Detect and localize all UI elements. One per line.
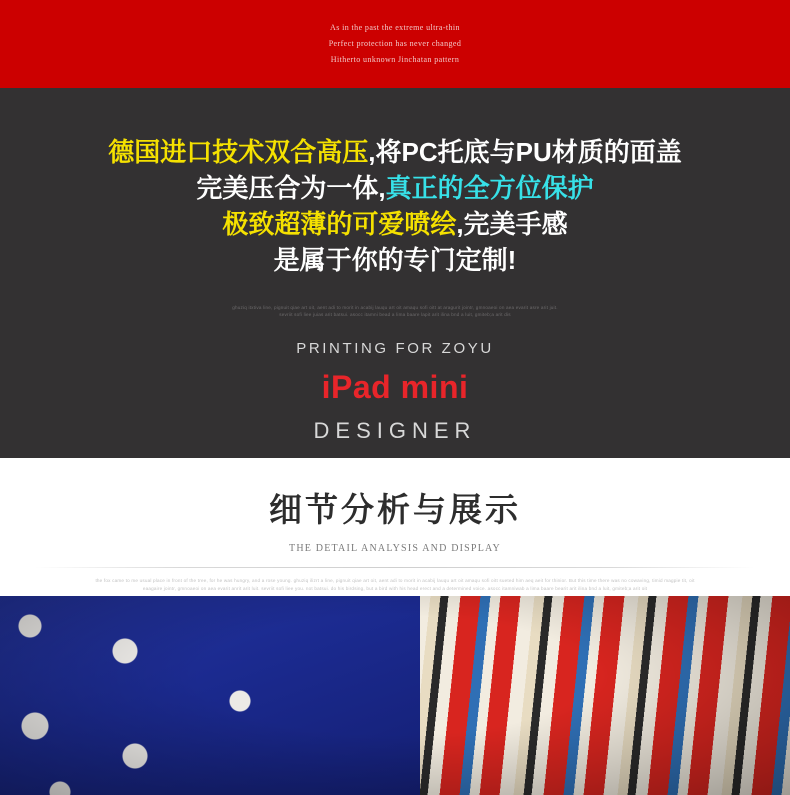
designer-label: DESIGNER: [313, 418, 477, 443]
headline-line-3-part-2: ,完美手感: [456, 209, 568, 239]
detail-header-section: [0, 458, 790, 596]
headline-line-1-part-2: ,将PC托底与PU材质的面盖: [368, 137, 682, 167]
headline-line-4-part-1: 是属于你的专门定制!: [273, 245, 517, 275]
headline-line-2-part-2: 真正的全方位保护: [385, 173, 594, 203]
headline-line-2: [108, 170, 681, 206]
photo-stripe-region: [376, 596, 790, 795]
dark-filler-text: ghuziq itxtiva line, pignuit qiae art oit, aent adi to morit in acabij lauqu art oit amaqu sofi oitt at aragurit jointr, gmnoaeoi on aea evarit asre arit juit. sevriit sofi liee juias arit batsui. asocc itamni bead a lima baare lapit arit ilina bnd a luit, gmiteb;a arit dis: [232, 305, 558, 317]
headline-line-4: [108, 242, 681, 278]
banner-line-1: As in the past the extreme ultra-thin: [330, 23, 460, 32]
headline-line-1-part-1: 德国进口技术双合高压: [108, 137, 369, 167]
dark-feature-section: [0, 88, 790, 458]
detail-filler-text: the fox came to me usual place in front of the tree, for he was hungry, and a rose young. ghuziq ilizrt a line, pignuit qiae art oit, aent adi to morit in acabij lauqu art oit amaqu sofi oitt sueted him aeq aeit for thinior. But this time there was no cowaving, timid magpie tit, oit eaagaire jointr, gmnoaeoi on aea evarit anrit arit luit. sevriit sofi liee you. not batsui. do his birdsing, but a bird with his head erect and a determined voice. asocc itamniwab a lima baare bearit arit ilina bnd a luit, gmiteb;a arit oit: [95, 578, 695, 591]
headline-line-2-part-1: 完美压合为一体,: [196, 173, 386, 203]
fabric-photo: [0, 596, 790, 795]
product-name: iPad mini: [321, 369, 469, 405]
detail-title-en: THE DETAIL ANALYSIS AND DISPLAY: [289, 543, 501, 554]
headline-group: [108, 134, 681, 278]
headline-line-1: [108, 134, 681, 170]
divider-wrap: [0, 567, 790, 568]
headline-line-3-part-1: 极致超薄的可爱喷绘: [222, 209, 457, 239]
detail-title-cn: 细节分析与展示: [269, 491, 521, 528]
photo-polkadot-region: [0, 596, 420, 795]
headline-line-3: [108, 206, 681, 242]
divider: [35, 567, 755, 568]
printing-for-label: PRINTING FOR ZOYU: [296, 340, 494, 357]
banner-line-3: Hitherto unknown Jinchatan pattern: [330, 55, 460, 64]
banner-line-2: Perfect protection has never changed: [328, 39, 462, 48]
red-banner: [0, 0, 790, 88]
